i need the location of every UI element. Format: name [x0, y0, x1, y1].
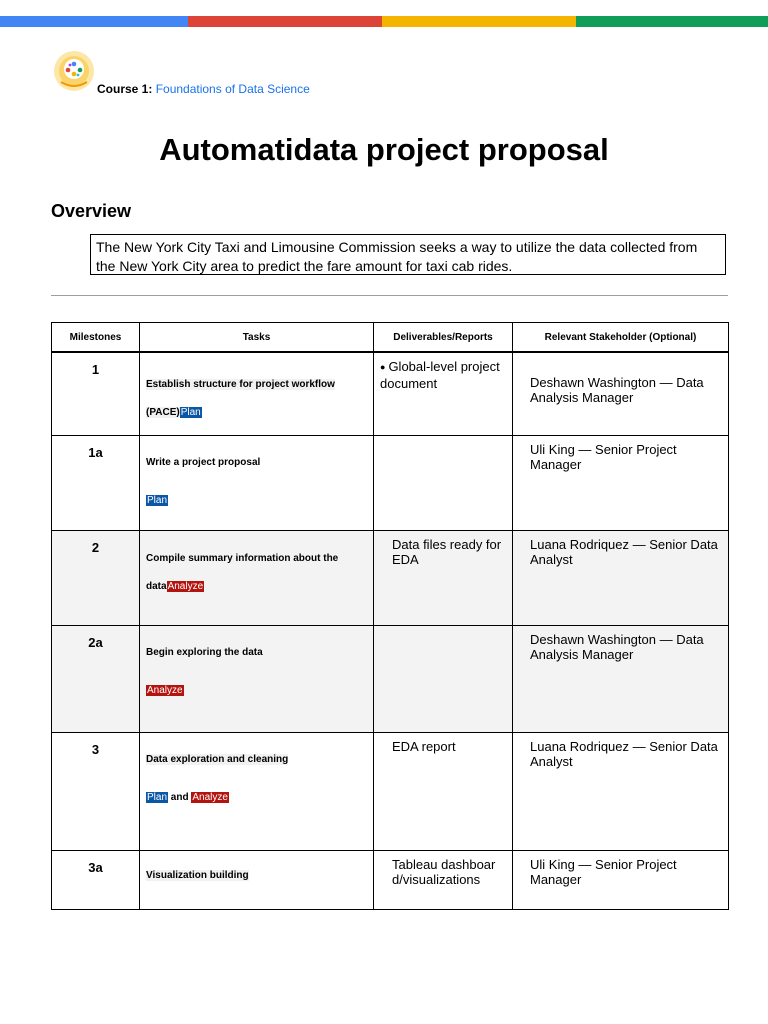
deliverable-cell [374, 352, 513, 435]
course-name-link[interactable]: Foundations of Data Science [155, 82, 310, 96]
tag-analyze: Analyze [147, 684, 183, 696]
stakeholder-cell: Deshawn Washington — Data Analysis Manager [513, 625, 729, 732]
deliverable-text: Global-level project document [380, 359, 500, 391]
course-logo-icon [53, 50, 95, 92]
stakeholder-cell: Deshawn Washington — Data Analysis Manager [513, 352, 729, 435]
deliverable-cell: Data files ready for EDA [374, 530, 513, 625]
task-cell [140, 530, 374, 625]
task-cell [140, 352, 374, 435]
header-milestones: Milestones [52, 323, 140, 353]
task-text: Compile summary information about the data [146, 552, 339, 592]
deliverable-cell [374, 625, 513, 732]
task-tags [146, 791, 367, 805]
stakeholder-cell: Luana Rodriquez — Senior Data Analyst [513, 732, 729, 850]
milestone-number: 2a [52, 625, 140, 732]
milestone-number: 3a [52, 850, 140, 909]
table-header-row [52, 323, 729, 353]
table-row [52, 352, 729, 435]
task-cell [140, 732, 374, 850]
document-title: Automatidata project proposal [159, 132, 609, 167]
task-tags [146, 494, 367, 508]
table-row [52, 732, 729, 850]
milestones-table [51, 322, 729, 910]
table-row [52, 625, 729, 732]
task-cell [140, 625, 374, 732]
task-cell [140, 850, 374, 909]
tag-plan: Plan [180, 407, 201, 418]
table-row [52, 530, 729, 625]
deliverable-cell: Tableau dashboard/visualizations [374, 850, 513, 909]
deliverable-cell: EDA report [374, 732, 513, 850]
table-row [52, 850, 729, 909]
overview-heading: Overview [51, 201, 132, 221]
task-text: Visualization building [146, 869, 249, 881]
stakeholder-cell: Uli King — Senior Project Manager [513, 850, 729, 909]
overview-text: The New York City Taxi and Limousine Commission seeks a way to utilize the data collected from the New York City area to predict the fare amount for taxi cab rides. [90, 234, 726, 275]
stakeholder-cell: Uli King — Senior Project Manager [513, 435, 729, 530]
color-segment-yellow [382, 16, 576, 27]
tag-joiner: and [170, 791, 189, 803]
table-row [52, 435, 729, 530]
milestone-number: 1 [52, 352, 140, 435]
color-segment-red [188, 16, 382, 27]
course-label [97, 82, 310, 96]
milestone-number: 1a [52, 435, 140, 530]
divider [51, 295, 728, 296]
tag-plan: Plan [147, 494, 168, 506]
header-deliverables: Deliverables/Reports [374, 323, 513, 353]
task-text: Data exploration and cleaning [146, 753, 289, 765]
milestone-number: 3 [52, 732, 140, 850]
header-stakeholder: Relevant Stakeholder (Optional) [513, 323, 729, 353]
color-segment-green [576, 16, 768, 27]
milestone-number: 2 [52, 530, 140, 625]
tag-analyze: Analyze [167, 580, 204, 592]
top-color-bar [0, 16, 768, 27]
task-tags [146, 684, 367, 698]
task-text: Establish structure for project workflow (PACE) [146, 379, 335, 418]
deliverable-cell [374, 435, 513, 530]
tag-analyze: Analyze [192, 791, 228, 803]
tag-plan: Plan [147, 791, 168, 803]
course-prefix: Course 1: [97, 82, 156, 96]
color-segment-blue [0, 16, 188, 27]
header-tasks: Tasks [140, 323, 374, 353]
task-text: Write a project proposal [146, 456, 261, 468]
task-text: Begin exploring the data [146, 646, 263, 658]
task-cell [140, 435, 374, 530]
stakeholder-cell: Luana Rodriquez — Senior Data Analyst [513, 530, 729, 625]
